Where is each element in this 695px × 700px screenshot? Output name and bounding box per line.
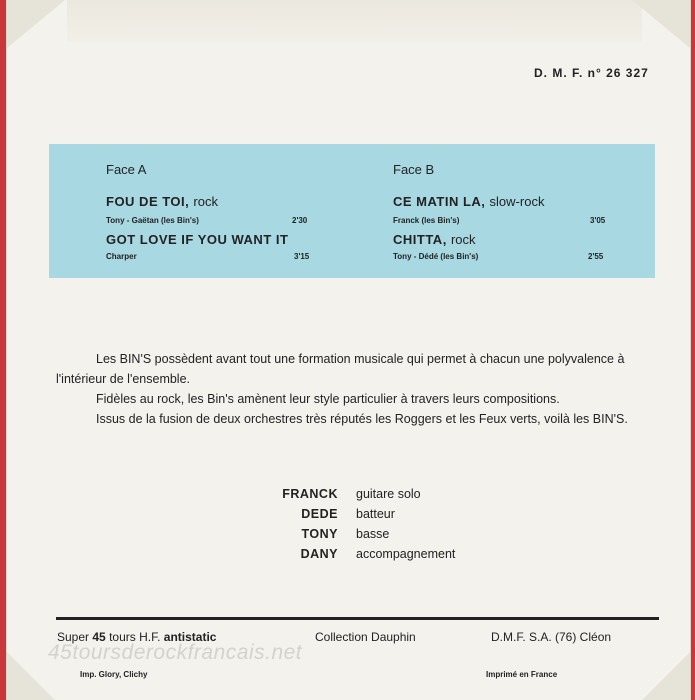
face-b-track-1-title	[393, 194, 544, 209]
face-a-track-1-credit: Tony - Gaëtan (les Bin's)	[106, 216, 199, 225]
face-a-heading: Face A	[106, 162, 147, 177]
track-title: CHITTA,	[393, 232, 447, 247]
face-a-track-2-credit: Charper	[106, 252, 137, 261]
face-b-heading: Face B	[393, 162, 435, 177]
face-b-track-1-duration: 3'05	[590, 216, 606, 225]
member-name-franck: FRANCK	[282, 487, 338, 501]
member-role-dede: batteur	[356, 507, 395, 521]
face-a-track-2-title: GOT LOVE IF YOU WANT IT	[106, 232, 289, 247]
corner-fold	[642, 652, 690, 700]
top-flap	[67, 0, 642, 42]
watermark: 45toursderockfrancais.net	[48, 641, 303, 664]
printer-credit: Imp. Glory, Clichy	[80, 670, 148, 679]
bio-paragraph-2	[56, 389, 660, 409]
member-role-dany: accompagnement	[356, 547, 456, 561]
track-title: FOU DE TOI,	[106, 194, 190, 209]
track-genre: rock	[193, 194, 218, 209]
collection-label: Collection Dauphin	[315, 630, 416, 644]
face-a-track-2-duration: 3'15	[294, 252, 310, 261]
face-a-track-1-duration: 2'30	[292, 216, 308, 225]
printed-in-france: Imprimé en France	[486, 670, 558, 679]
bio-text: Issus de la fusion de deux orchestres très réputés les Roggers et les Feux verts, voilà les BIN'S.	[96, 412, 628, 426]
face-a-track-1-title	[106, 194, 218, 209]
tracklist-panel	[49, 144, 655, 278]
member-name-dede: DEDE	[301, 507, 338, 521]
corner-fold	[632, 0, 690, 48]
format-super: Super	[57, 630, 90, 644]
company-label: D.M.F. S.A. (76) Cléon	[491, 630, 612, 644]
corner-fold	[7, 0, 65, 48]
member-name-tony: TONY	[301, 527, 338, 541]
format-45: 45	[92, 630, 106, 644]
catalog-reference: D. M. F. n° 26 327	[534, 66, 649, 80]
bio-paragraph-1	[56, 349, 660, 389]
member-role-tony: basse	[356, 527, 390, 541]
bio-paragraph-3	[56, 409, 660, 429]
face-b-track-2-duration: 2'55	[588, 252, 604, 261]
format-antistatic: antistatic	[163, 630, 217, 644]
track-title: CE MATIN LA,	[393, 194, 486, 209]
bio-text: Fidèles au rock, les Bin's amènent leur style particulier à travers leurs compositions.	[96, 392, 560, 406]
face-b-track-2-title	[393, 232, 476, 247]
format-hf: H.F.	[139, 630, 161, 644]
footer-divider	[56, 617, 659, 620]
format-tours: tours	[109, 630, 136, 644]
face-b-track-1-credit: Franck (les Bin's)	[393, 216, 460, 225]
track-genre: slow-rock	[489, 194, 545, 209]
bio-text: Les BIN'S possèdent avant tout une formation musicale qui permet à chacun une polyvalence à l'intérieur de l'ensemble.	[56, 352, 625, 386]
face-b-track-2-credit: Tony - Dédé (les Bin's)	[393, 252, 479, 261]
member-role-franck: guitare solo	[356, 487, 421, 501]
track-genre: rock	[450, 232, 476, 247]
member-name-dany: DANY	[300, 547, 338, 561]
